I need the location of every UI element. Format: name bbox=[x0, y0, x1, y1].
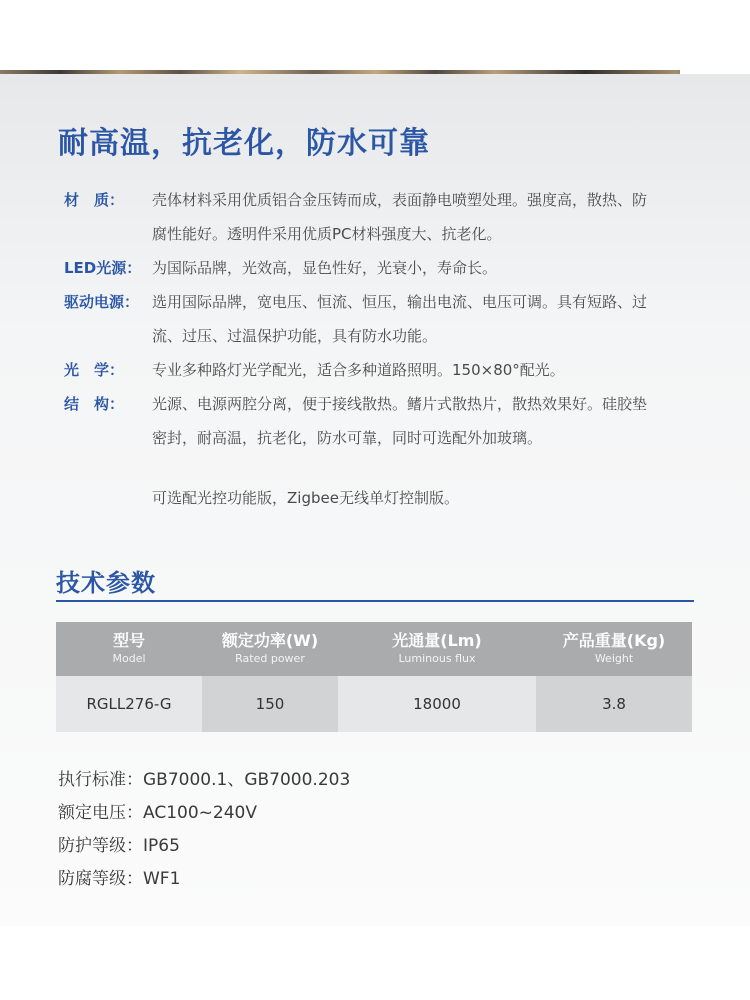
standard-label: 额定电压： bbox=[58, 803, 143, 823]
spec-text: 选用国际品牌，宽电压、恒流、恒压，输出电流、电压可调。具有短路、过 bbox=[152, 293, 648, 311]
spec-text: 光源、电源两腔分离，便于接线散热。鳍片式散热片，散热效果好。硅胶垫 bbox=[152, 395, 648, 413]
spec-text: 密封，耐高温，抗老化，防水可靠，同时可选配外加玻璃。 bbox=[152, 429, 543, 447]
spec-row-structure-cont bbox=[64, 421, 704, 455]
spec-row-structure bbox=[64, 387, 704, 421]
spec-row-optics bbox=[64, 353, 704, 387]
standard-label: 执行标准： bbox=[58, 770, 143, 790]
spec-text: 为国际品牌，光效高，显色性好，光衰小，寿命长。 bbox=[152, 259, 498, 277]
optional-versions-note: 可选配光控功能版，Zigbee无线单灯控制版。 bbox=[152, 489, 459, 507]
spec-row-material bbox=[64, 183, 704, 217]
cell-model: RGLL276-G bbox=[56, 676, 202, 732]
table-row bbox=[56, 676, 692, 732]
cell-luminous-flux: 18000 bbox=[338, 676, 536, 732]
cell-rated-power: 150 bbox=[202, 676, 338, 732]
standards-list bbox=[58, 764, 350, 896]
spec-row-material-cont bbox=[64, 217, 704, 251]
spec-text: 腐性能好。透明件采用优质PC材料强度大、抗老化。 bbox=[152, 225, 502, 243]
standard-value: IP65 bbox=[143, 836, 180, 856]
header-luminous-flux bbox=[338, 622, 536, 676]
params-table-header bbox=[56, 622, 692, 676]
header-cn: 产品重量(Kg) bbox=[562, 631, 666, 650]
header-model bbox=[56, 622, 202, 676]
spec-text: 专业多种路灯光学配光，适合多种道路照明。150×80°配光。 bbox=[152, 361, 565, 379]
spec-text: 流、过压、过温保护功能，具有防水功能。 bbox=[152, 327, 438, 345]
spec-text: 壳体材料采用优质铝合金压铸而成，表面静电喷塑处理。强度高，散热、防 bbox=[152, 191, 648, 209]
standard-row bbox=[58, 863, 350, 896]
tech-params-title: 技术参数 bbox=[56, 569, 156, 597]
page-headline: 耐高温，抗老化，防水可靠 bbox=[58, 126, 430, 161]
header-rated-power bbox=[202, 622, 338, 676]
spec-label: 结 构： bbox=[64, 395, 125, 413]
header-cn: 型号 bbox=[112, 631, 145, 650]
spec-row-led bbox=[64, 251, 704, 285]
spec-row-driver bbox=[64, 285, 704, 319]
standard-value: WF1 bbox=[143, 869, 181, 889]
standard-row bbox=[58, 830, 350, 863]
spec-list bbox=[64, 183, 704, 455]
cell-weight: 3.8 bbox=[536, 676, 692, 732]
spec-label: 驱动电源： bbox=[64, 293, 140, 311]
decorative-strip-end bbox=[680, 66, 750, 74]
spec-label: 材 质： bbox=[64, 191, 125, 209]
header-en: Model bbox=[112, 652, 146, 665]
standard-value: GB7000.1、GB7000.203 bbox=[143, 770, 351, 790]
title-underline bbox=[56, 600, 694, 602]
standard-label: 防腐等级： bbox=[58, 869, 143, 889]
params-table bbox=[56, 622, 692, 732]
spec-label: LED光源： bbox=[64, 259, 142, 277]
standard-value: AC100~240V bbox=[143, 803, 257, 823]
spec-row-driver-cont bbox=[64, 319, 704, 353]
standard-row bbox=[58, 797, 350, 830]
header-cn: 额定功率(W) bbox=[221, 631, 319, 650]
standard-row bbox=[58, 764, 350, 797]
header-cn: 光通量(Lm) bbox=[392, 631, 482, 650]
standard-label: 防护等级： bbox=[58, 836, 143, 856]
header-en: Luminous flux bbox=[398, 652, 476, 665]
header-en: Rated power bbox=[235, 652, 305, 665]
header-en: Weight bbox=[594, 652, 634, 665]
header-weight bbox=[536, 622, 692, 676]
spec-label: 光 学： bbox=[64, 361, 125, 379]
